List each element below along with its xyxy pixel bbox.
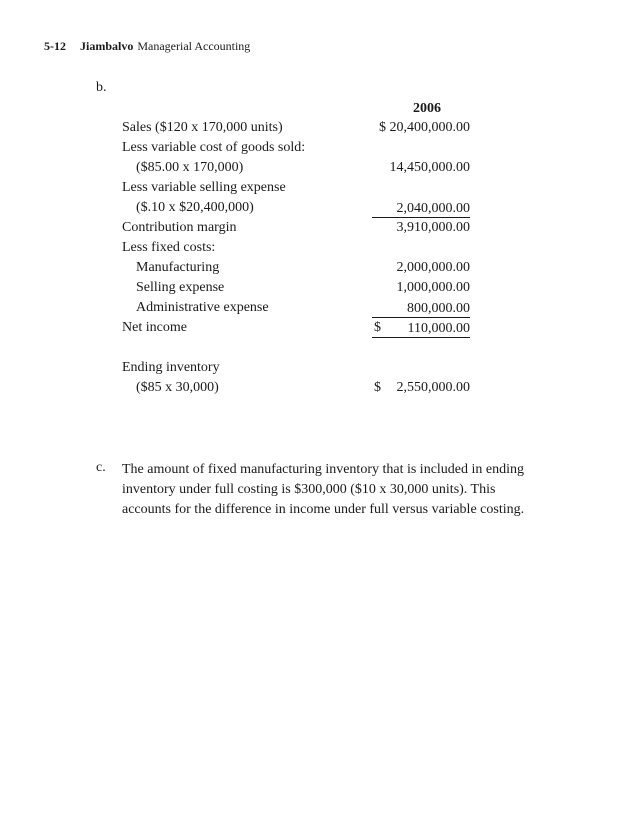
row-amount: 2,040,000.00 [372,200,470,218]
row-amount: 800,000.00 [372,300,470,318]
row-amount: $ 20,400,000.00 [379,120,470,135]
part-c-label: c. [96,460,106,475]
part-c-paragraph [122,460,562,520]
row-sales [0,120,638,140]
row-label: ($85 x 30,000) [136,380,219,395]
dollar-sign: $ [374,320,381,335]
row-label: ($.10 x $20,400,000) [136,200,254,215]
row-amount: 2,550,000.00 [396,380,470,395]
row-amount: 14,450,000.00 [389,160,470,175]
row-amount: 2,000,000.00 [396,260,470,275]
row-label: Selling expense [136,280,225,295]
row-ending-inventory [0,360,638,380]
row-label: Net income [122,320,187,335]
row-variable-selling-calc [0,200,638,220]
paragraph-line: accounts for the difference in income under full versus variable costing. [122,502,525,517]
row-label: Contribution margin [122,220,237,235]
column-header-year: 2006 [413,101,441,116]
row-label: Less variable cost of goods sold: [122,140,306,155]
row-amount: 3,910,000.00 [396,220,470,235]
row-label: Less fixed costs: [122,240,216,255]
dollar-sign: $ [374,380,381,395]
row-less-fixed-costs [0,240,638,260]
row-less-variable-cogs [0,140,638,160]
paragraph-line: The amount of fixed manufacturing inventory that is included in ending [122,462,525,477]
row-administrative-expense [0,300,638,320]
row-label: Manufacturing [136,260,220,275]
row-ending-inventory-calc [0,380,638,400]
row-amount: 110,000.00 [372,320,470,338]
row-label: ($85.00 x 170,000) [136,160,244,175]
book-title: Managerial Accounting [137,39,251,53]
author-name: Jiambalvo [80,39,134,53]
row-label: Sales ($120 x 170,000 units) [122,120,283,135]
row-amount: 1,000,000.00 [396,280,470,295]
row-selling-expense [0,280,638,300]
row-contribution-margin [0,220,638,240]
row-label: Ending inventory [122,360,220,375]
row-label: Less variable selling expense [122,180,286,195]
row-manufacturing [0,260,638,280]
row-net-income [0,320,638,340]
page-number: 5-12 [44,39,66,53]
row-label: Administrative expense [136,300,269,315]
paragraph-line: inventory under full costing is $300,000 ($10 x 30,000 units). This [122,482,496,497]
part-b-label: b. [96,80,107,95]
row-variable-cogs-calc [0,160,638,180]
page-header [44,39,250,54]
row-less-variable-selling [0,180,638,200]
